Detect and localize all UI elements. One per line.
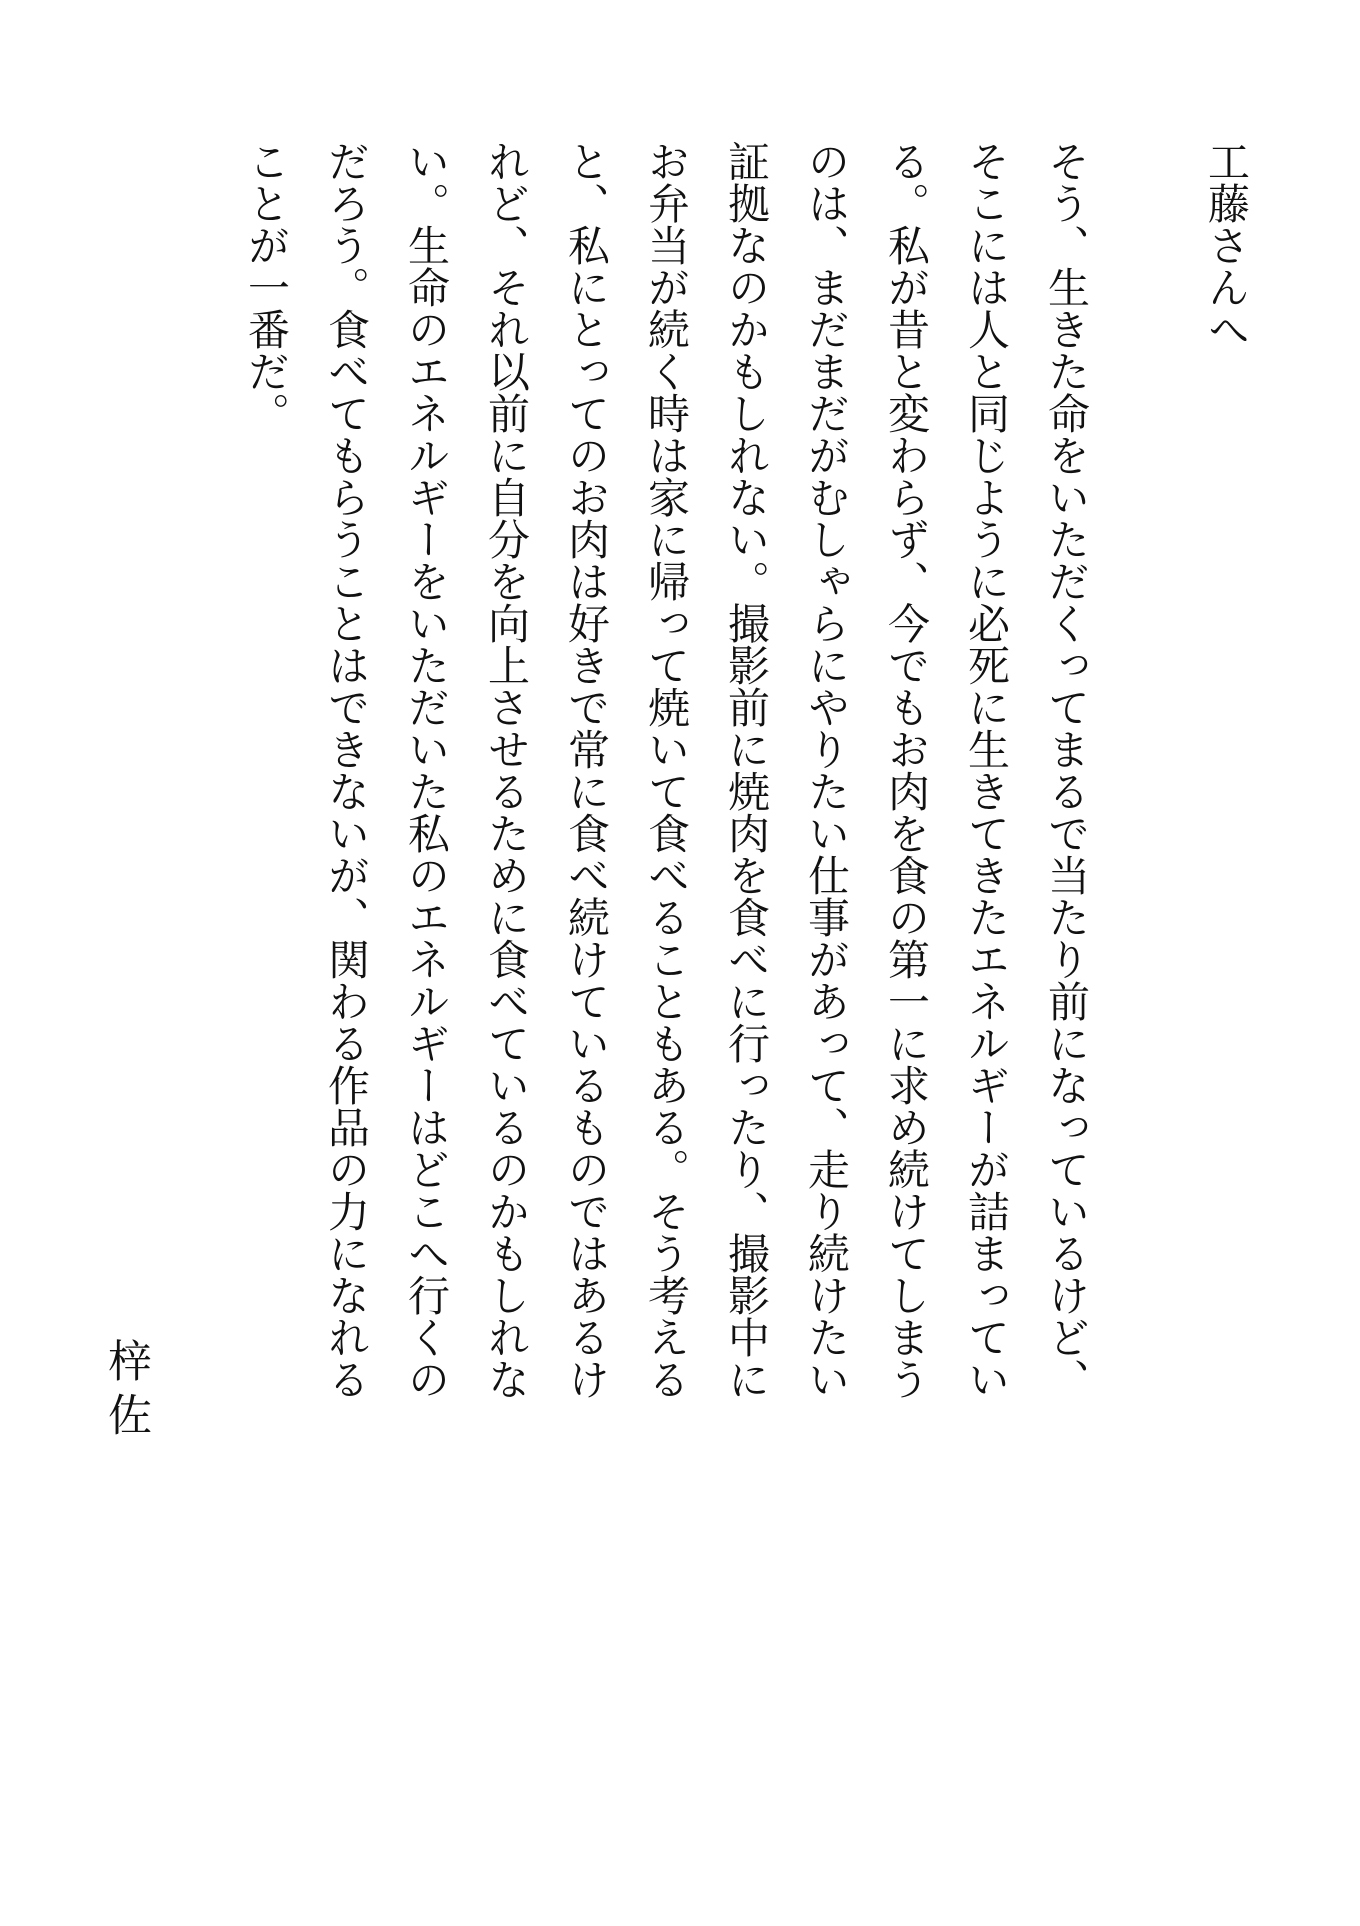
letter-line: 証拠なのかもしれない。撮影前に焼肉を食べに行ったり、撮影中に	[722, 140, 768, 1400]
letter-line: ことが一番だ。	[242, 140, 288, 434]
letter-recipient: 工藤さんへ	[1202, 140, 1248, 350]
letter-line: のは、まだまだがむしゃらにやりたい仕事があって、走り続けたい	[802, 140, 848, 1400]
letter-line: だろう。食べてもらうことはできないが、関わる作品の力になれる	[322, 140, 368, 1400]
letter-text-block	[225, 140, 1265, 1470]
letter-line: と、私にとってのお肉は好きで常に食べ続けているものではあるけ	[562, 140, 608, 1400]
letter-line: お弁当が続く時は家に帰って焼いて食べることもある。そう考える	[642, 140, 688, 1400]
letter-line: そこには人と同じように必死に生きてきたエネルギーが詰まってい	[962, 140, 1008, 1400]
letter-line: そう、生きた命をいただくってまるで当たり前になっているけど、	[1042, 140, 1088, 1400]
letter-line: い。生命のエネルギーをいただいた私のエネルギーはどこへ行くの	[402, 140, 448, 1400]
letter-line: る。私が昔と変わらず、今でもお肉を食の第一に求め続けてしまう	[882, 140, 928, 1400]
letter-signature: 梓佐	[101, 1338, 150, 1446]
letter-line: れど、それ以前に自分を向上させるために食べているのかもしれな	[482, 140, 528, 1400]
